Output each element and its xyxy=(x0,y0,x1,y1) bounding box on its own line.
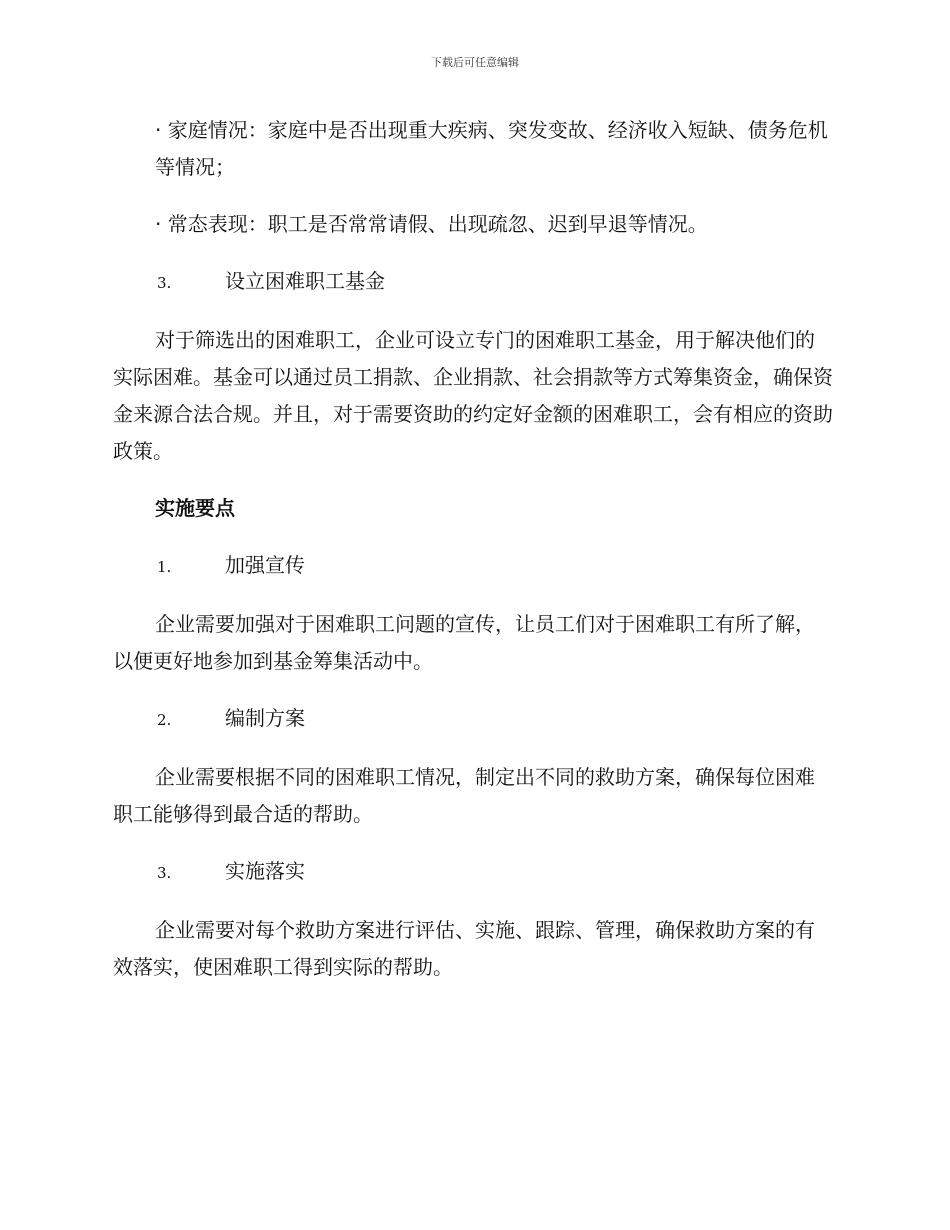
document-body xyxy=(113,112,833,986)
key-point-3-title-row xyxy=(113,853,833,892)
section-3-title: 设立困难职工基金 xyxy=(225,269,385,293)
key-point-2-number: 2. xyxy=(157,711,172,729)
bullet-normal-behavior: · 常态表现：职工是否常常请假、出现疏忽、迟到早退等情况。 xyxy=(155,212,708,236)
key-points-heading: 实施要点 xyxy=(155,496,235,520)
key-point-3-number: 3. xyxy=(157,864,172,882)
section-3-body: 对于筛选出的困难职工，企业可设立专门的困难职工基金，用于解决他们的实际困难。基金可以通过员工捐款、企业捐款、社会捐款等方式筹集资金，确保资金来源合法合规。并且，对于需要资助的约定好金额的困难职工，会有相应的资助政策。 xyxy=(113,328,833,463)
key-point-1-title: 加强宣传 xyxy=(225,553,305,577)
bullet-family-situation: · 家庭情况：家庭中是否出现重大疾病、突发变故、经济收入短缺、债务危机等情况； xyxy=(155,118,828,179)
section-3-title-row xyxy=(113,263,833,302)
section-3-number: 3. xyxy=(157,274,172,292)
key-point-2-body: 企业需要根据不同的困难职工情况，制定出不同的救助方案，确保每位困难职工能够得到最合适的帮助。 xyxy=(113,765,815,826)
key-point-1-body: 企业需要加强对于困难职工问题的宣传，让员工们对于困难职工有所了解，以便更好地参加到基金筹集活动中。 xyxy=(113,612,815,673)
key-point-3-body: 企业需要对每个救助方案进行评估、实施、跟踪、管理，确保救助方案的有效落实，使困难职工得到实际的帮助。 xyxy=(113,918,815,979)
key-point-1-number: 1. xyxy=(157,558,172,576)
key-point-2-title-row xyxy=(113,700,833,739)
key-point-2-title: 编制方案 xyxy=(225,706,305,730)
page-header: 下载后可任意编辑 xyxy=(431,56,519,69)
key-point-1-title-row xyxy=(113,547,833,586)
key-point-3-title: 实施落实 xyxy=(225,859,305,883)
